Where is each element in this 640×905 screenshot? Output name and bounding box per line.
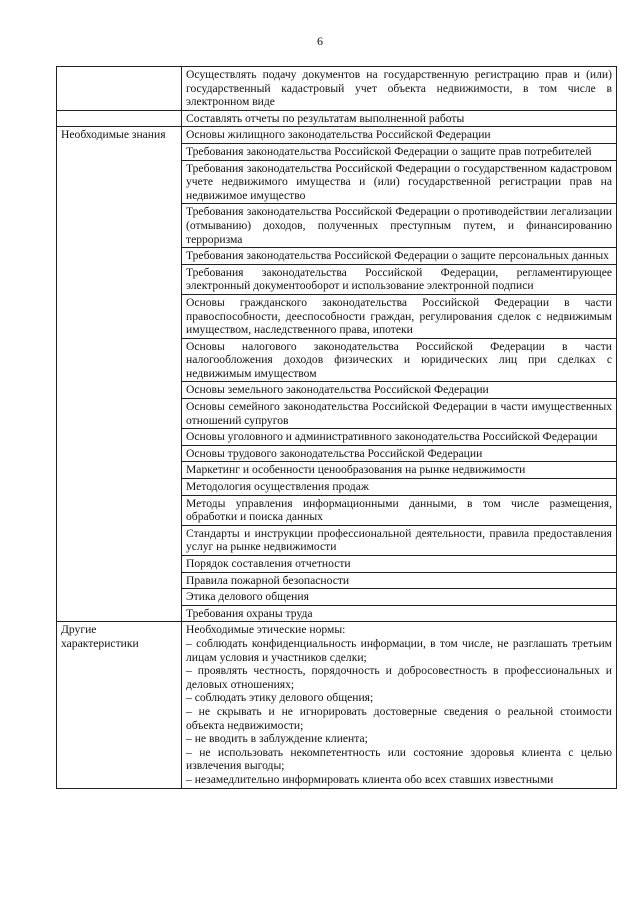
ethics-heading: Необходимые этические нормы: xyxy=(186,623,346,637)
table-row xyxy=(57,110,617,127)
knowledge-item: Правила пожарной безопасности xyxy=(182,572,617,589)
empty-label-cell xyxy=(57,110,182,127)
table-cell: Составлять отчеты по результатам выполненной работы xyxy=(182,110,617,127)
knowledge-item: Требования законодательства Российской Федерации о государственном кадастровом учете недвижимого имущества и (или) государственной регистрации прав на недвижимое имущество xyxy=(182,160,617,204)
ethics-item: – не вводить в заблуждение клиента; xyxy=(186,732,368,746)
knowledge-item: Требования законодательства Российской Федерации о противодействии легализации (отмыванию) доходов, полученных преступным путем, и финансированию терроризма xyxy=(182,204,617,248)
knowledge-item: Основы жилищного законодательства Российской Федерации xyxy=(182,127,617,144)
table-row xyxy=(57,622,617,788)
knowledge-item: Требования законодательства Российской Федерации о защите персональных данных xyxy=(182,248,617,265)
knowledge-item: Методы управления информационными данными, в том числе размещения, обработки и поиска данных xyxy=(182,495,617,525)
section-label-knowledge: Необходимые знания xyxy=(57,127,182,622)
ethics-item: – соблюдать этику делового общения; xyxy=(186,691,374,705)
knowledge-item: Маркетинг и особенности ценообразования на рынке недвижимости xyxy=(182,462,617,479)
table-row xyxy=(57,67,617,111)
ethics-item: – соблюдать конфиденциальность информации, в том числе, не разглашать третьим лицам условия и участников сделки; xyxy=(186,636,612,664)
knowledge-item: Порядок составления отчетности xyxy=(182,556,617,573)
ethics-item: – незамедлительно информировать клиента обо всех ставших известными xyxy=(186,772,554,786)
table-row xyxy=(57,127,617,144)
page-number: 6 xyxy=(317,34,323,48)
knowledge-item: Основы гражданского законодательства Российской Федерации в части правоспособности, дееспособности граждан, регулирования сделок с недвижимым имуществом, наследственного права, ипотеки xyxy=(182,294,617,338)
ethics-item: – не скрывать и не игнорировать достоверные сведения о реальной стоимости объекта недвижимости; xyxy=(186,704,612,732)
knowledge-item: Основы уголовного и административного законодательства Российской Федерации xyxy=(182,429,617,446)
knowledge-item: Требования законодательства Российской Федерации о защите прав потребителей xyxy=(182,143,617,160)
knowledge-item: Требования охраны труда xyxy=(182,605,617,622)
knowledge-item: Требования законодательства Российской Федерации, регламентирующее электронный документооборот и использование электронной подписи xyxy=(182,264,617,294)
table-cell: Осуществлять подачу документов на государственную регистрацию прав и (или) государственный кадастровый учет объекта недвижимости, в том числе в электронном виде xyxy=(182,67,617,111)
empty-label-cell xyxy=(57,67,182,111)
ethics-item: – не использовать некомпетентность или состояние здоровья клиента с целью извлечения выгоды; xyxy=(186,745,612,773)
knowledge-item: Стандарты и инструкции профессиональной деятельности, правила предоставления услуг на рынке недвижимости xyxy=(182,525,617,555)
knowledge-item: Основы земельного законодательства Российской Федерации xyxy=(182,382,617,399)
ethics-cell xyxy=(182,622,617,788)
knowledge-item: Основы трудового законодательства Российской Федерации xyxy=(182,445,617,462)
knowledge-item: Методология осуществления продаж xyxy=(182,479,617,496)
knowledge-item: Этика делового общения xyxy=(182,589,617,606)
knowledge-item: Основы налогового законодательства Российской Федерации в части налогообложения доходов физических и юридических лиц при сделках с недвижимым имуществом xyxy=(182,338,617,382)
section-label-other: Другие характеристики xyxy=(57,622,182,788)
requirements-table xyxy=(56,66,617,789)
knowledge-item: Основы семейного законодательства Российской Федерации в части имущественных отношений супругов xyxy=(182,399,617,429)
ethics-item: – проявлять честность, порядочность и добросовестность в профессиональных и деловых отношениях; xyxy=(186,664,612,691)
